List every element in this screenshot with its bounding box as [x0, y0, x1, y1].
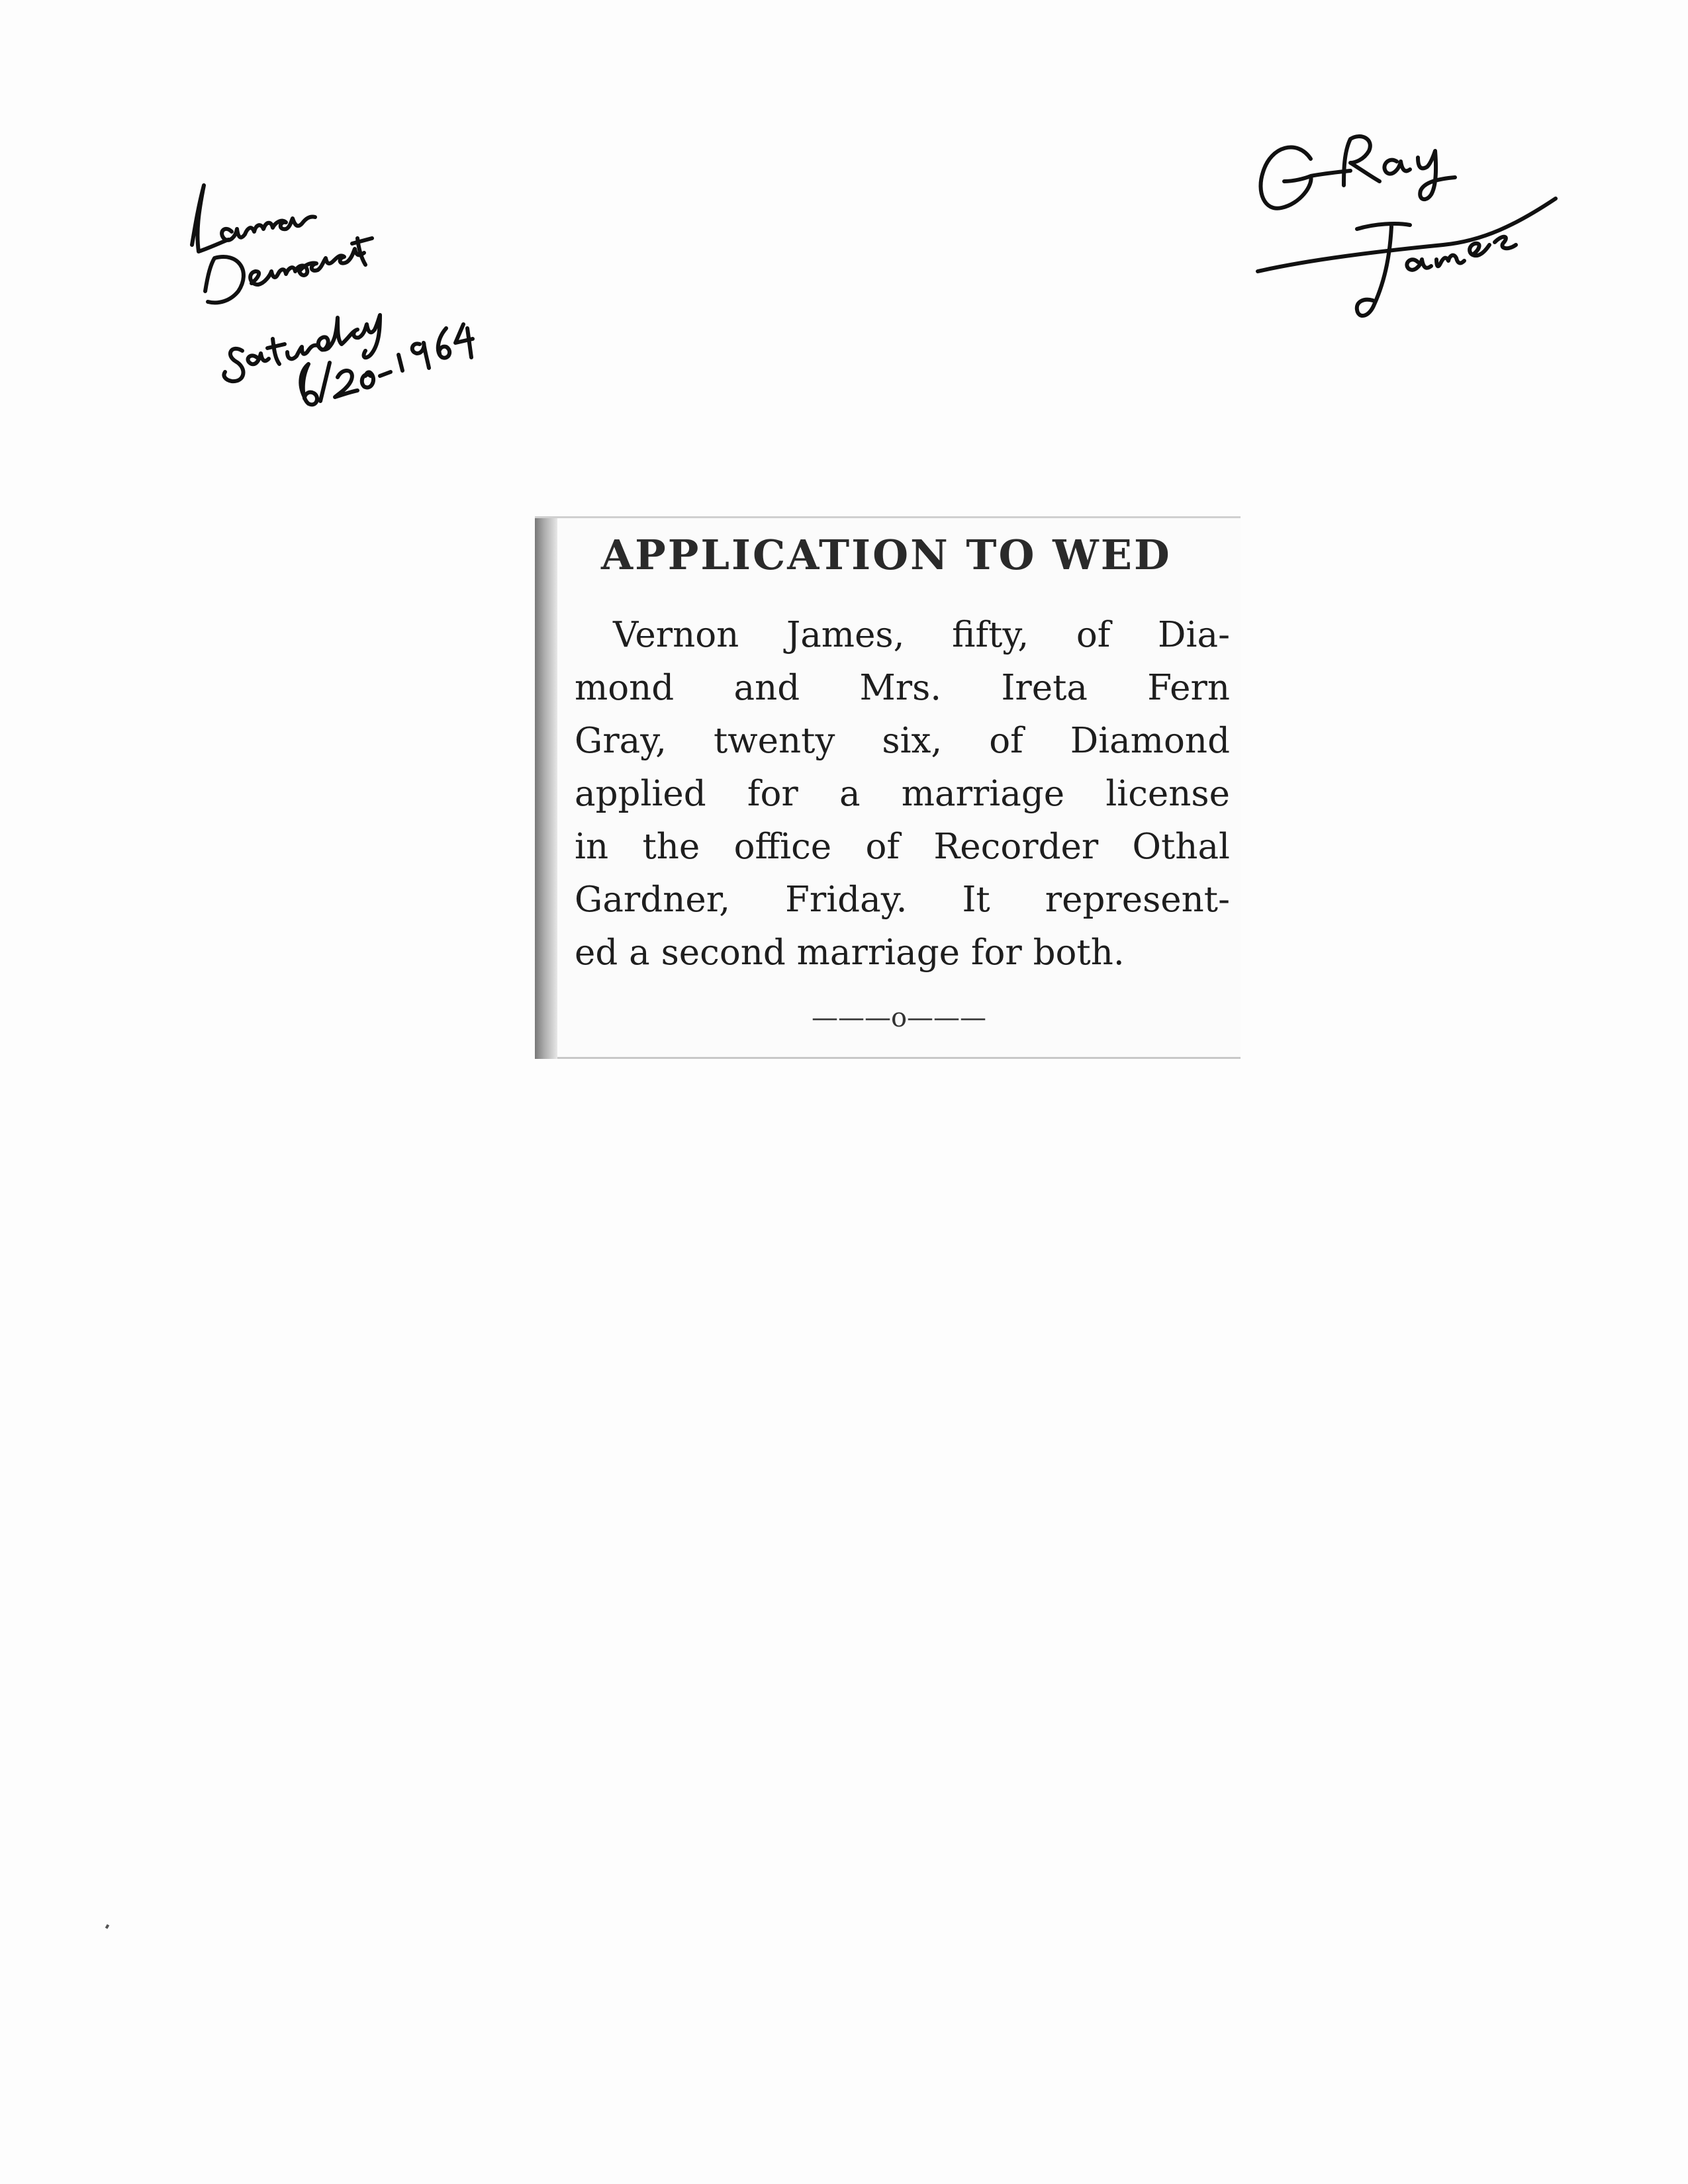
body-line: Vernon James, fifty, of Dia-: [613, 615, 1230, 655]
clipping-headline: APPLICATION TO WED: [601, 531, 1172, 579]
handwritten-source-note: [179, 165, 549, 457]
body-line: Gardner, Friday. It represent-: [575, 880, 1230, 920]
body-line: mond and Mrs. Ireta Fern: [575, 668, 1230, 708]
clipping-top-edge: [535, 516, 1241, 518]
body-line: ed a second marriage for both.: [575, 933, 1125, 973]
handwriting-gray-james: [1244, 113, 1575, 390]
clipping-edge-shadow: [535, 516, 557, 1059]
newspaper-clipping: [535, 516, 1241, 1059]
body-line: Gray, twenty six, of Diamond: [575, 721, 1230, 761]
body-line: applied for a marriage license: [575, 774, 1230, 814]
handwriting-lamar-democrat-date: [179, 165, 549, 457]
handwritten-surname-note: [1244, 113, 1575, 390]
clipping-bottom-edge: [557, 1057, 1241, 1059]
scan-speck: [105, 1924, 109, 1929]
body-line: in the office of Recorder Othal: [575, 827, 1230, 867]
clipping-divider: ———o———: [811, 1003, 987, 1033]
clipping-body: [575, 609, 1230, 979]
